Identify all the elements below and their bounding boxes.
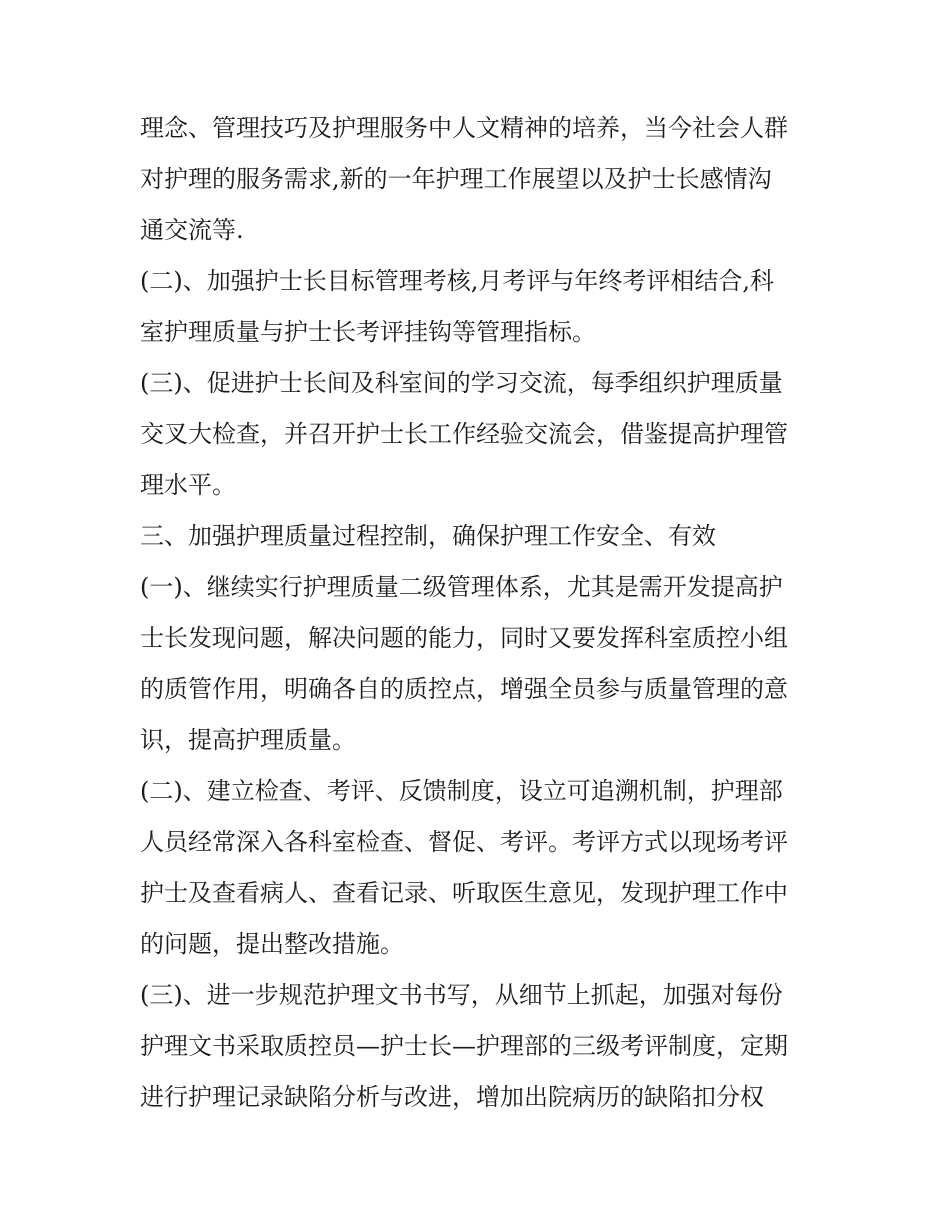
text-line: (二)、建立检查、考评、反馈制度，设立可追溯机制，护理部 [140, 777, 783, 805]
text-line: 护士及查看病人、查看记录、听取医生意见，发现护理工作中 [140, 879, 788, 907]
text-line: 护理文书采取质控员—护士长—护理部的三级考评制度，定期 [140, 1032, 788, 1060]
text-line: 理念、管理技巧及护理服务中人文精神的培养，当今社会人群 [140, 114, 788, 142]
text-line: 的问题，提出整改措施。 [140, 930, 404, 958]
text-line: 识，提高护理质量。 [140, 726, 356, 754]
text-line: (一)、继续实行护理质量二级管理体系，尤其是需开发提高护 [140, 573, 783, 601]
text-line: 人员经常深入各科室检查、督促、考评。考评方式以现场考评 [140, 828, 788, 856]
text-line: (二)、加强护士长目标管理考核,月考评与年终考评相结合,科 [140, 267, 774, 295]
text-line: (三)、促进护士长间及科室间的学习交流，每季组织护理质量 [140, 369, 783, 397]
text-line: 通交流等. [140, 216, 244, 244]
text-line: 交叉大检查，并召开护士长工作经验交流会，借鉴提高护理管 [140, 420, 788, 448]
text-line: 室护理质量与护士长考评挂钩等管理指标。 [140, 318, 596, 346]
text-line: 理水平。 [140, 471, 236, 499]
text-line: 士长发现问题，解决问题的能力，同时又要发挥科室质控小组 [140, 624, 788, 652]
text-line: (三)、进一步规范护理文书书写，从细节上抓起，加强对每份 [140, 981, 783, 1009]
text-line: 的质管作用，明确各自的质控点，增强全员参与质量管理的意 [140, 675, 788, 703]
document-body [140, 103, 830, 1123]
section-heading: 三、加强护理质量过程控制，确保护理工作安全、有效 [140, 522, 716, 550]
text-line: 进行护理记录缺陷分析与改进，增加出院病历的缺陷扣分权 [140, 1083, 764, 1111]
text-line: 对护理的服务需求,新的一年护理工作展望以及护士长感情沟 [140, 165, 772, 193]
